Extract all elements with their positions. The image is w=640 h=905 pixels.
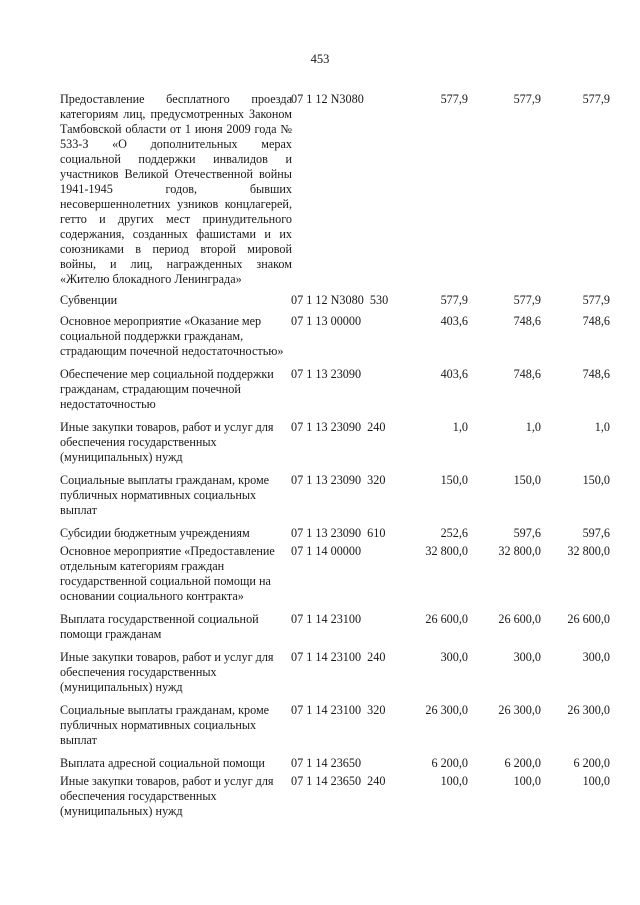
row-value-1: 252,6 xyxy=(440,526,468,540)
row-value-1: 26 600,0 xyxy=(425,612,468,626)
row-value-1: 32 800,0 xyxy=(425,544,468,558)
row-code: 07 1 14 23100 xyxy=(291,612,362,626)
row-code: 07 1 13 23090 xyxy=(291,367,362,381)
row-value-1: 100,0 xyxy=(440,774,468,788)
row-value-2: 26 300,0 xyxy=(498,703,541,717)
table-row xyxy=(60,544,620,604)
row-name: Основное мероприятие «Оказание мер социальной поддержки гражданам, страдающим почечной недостаточностью» xyxy=(60,314,284,358)
table-row xyxy=(60,314,620,359)
row-value-3: 100,0 xyxy=(582,774,610,788)
row-value-2: 300,0 xyxy=(513,650,541,664)
row-value-2: 748,6 xyxy=(513,367,541,381)
row-value-1: 300,0 xyxy=(440,650,468,664)
page-number: 453 xyxy=(310,52,330,66)
row-name: Иные закупки товаров, работ и услуг для обеспечения государственных (муниципальных) нужд xyxy=(60,650,274,694)
row-value-2: 32 800,0 xyxy=(498,544,541,558)
table-row xyxy=(60,92,620,287)
row-value-1: 577,9 xyxy=(440,293,468,307)
row-value-2: 597,6 xyxy=(513,526,541,540)
row-code: 07 1 14 00000 xyxy=(291,544,362,558)
row-value-2: 100,0 xyxy=(513,774,541,788)
row-code: 07 1 12 N3080 xyxy=(291,92,364,106)
table-row xyxy=(60,473,620,518)
table-row xyxy=(60,650,620,695)
row-value-1: 577,9 xyxy=(440,92,468,106)
row-code: 07 1 13 23090 240 xyxy=(291,420,386,434)
row-value-3: 26 600,0 xyxy=(567,612,610,626)
row-name: Основное мероприятие «Предоставление отдельным категориям граждан государственной социальной помощи на основании социального контракта» xyxy=(60,544,275,603)
table-row xyxy=(60,293,620,308)
row-value-3: 748,6 xyxy=(582,367,610,381)
row-value-3: 748,6 xyxy=(582,314,610,328)
row-value-3: 300,0 xyxy=(582,650,610,664)
row-code: 07 1 12 N3080 530 xyxy=(291,293,389,307)
row-name: Социальные выплаты гражданам, кроме публичных нормативных социальных выплат xyxy=(60,473,270,517)
row-value-3: 597,6 xyxy=(582,526,610,540)
row-value-1: 1,0 xyxy=(452,420,468,434)
row-value-1: 6 200,0 xyxy=(431,756,468,770)
row-code: 07 1 13 23090 610 xyxy=(291,526,386,540)
row-value-1: 150,0 xyxy=(440,473,468,487)
row-name: Выплата государственной социальной помощи гражданам xyxy=(60,612,259,641)
row-value-2: 1,0 xyxy=(525,420,541,434)
row-value-2: 577,9 xyxy=(513,293,541,307)
table-row xyxy=(60,526,620,541)
row-value-2: 150,0 xyxy=(513,473,541,487)
row-code: 07 1 14 23650 xyxy=(291,756,362,770)
row-value-3: 32 800,0 xyxy=(567,544,610,558)
row-value-1: 403,6 xyxy=(440,314,468,328)
row-name: Субвенции xyxy=(60,293,118,307)
row-code: 07 1 14 23100 240 xyxy=(291,650,386,664)
table-row xyxy=(60,612,620,642)
row-value-3: 577,9 xyxy=(582,92,610,106)
row-name: Выплата адресной социальной помощи xyxy=(60,756,265,770)
table-row xyxy=(60,420,620,465)
row-code: 07 1 14 23100 320 xyxy=(291,703,386,717)
row-value-3: 577,9 xyxy=(582,293,610,307)
table-row xyxy=(60,756,620,771)
budget-table xyxy=(60,92,620,819)
row-code: 07 1 14 23650 240 xyxy=(291,774,386,788)
row-value-1: 403,6 xyxy=(440,367,468,381)
row-name: Иные закупки товаров, работ и услуг для обеспечения государственных (муниципальных) нужд xyxy=(60,774,274,818)
row-value-2: 26 600,0 xyxy=(498,612,541,626)
row-value-2: 6 200,0 xyxy=(504,756,541,770)
row-name: Субсидии бюджетным учреждениям xyxy=(60,526,250,540)
row-code: 07 1 13 23090 320 xyxy=(291,473,386,487)
row-value-1: 26 300,0 xyxy=(425,703,468,717)
row-value-2: 748,6 xyxy=(513,314,541,328)
row-value-3: 6 200,0 xyxy=(573,756,610,770)
row-name: Предоставление бесплатного проезда категориям лиц, предусмотренных Законом Тамбовской области от 1 июня 2009 года № 533-З «О дополнительных мерах социальной поддержки инвалидов и участников Великой Отечественной войны 1941-1945 годов, бывших несовершеннолетних узников концлагерей, гетто и других мест принудительного содержания, созданных фашистами и их союзниками в период второй мировой войны, и лиц, награжденных знаком «Жителю блокадного Ленинграда» xyxy=(60,92,292,286)
table-row xyxy=(60,703,620,748)
row-name: Социальные выплаты гражданам, кроме публичных нормативных социальных выплат xyxy=(60,703,270,747)
row-value-2: 577,9 xyxy=(513,92,541,106)
table-row xyxy=(60,774,620,819)
row-code: 07 1 13 00000 xyxy=(291,314,362,328)
table-row xyxy=(60,367,620,412)
row-name: Иные закупки товаров, работ и услуг для обеспечения государственных (муниципальных) нужд xyxy=(60,420,274,464)
row-value-3: 26 300,0 xyxy=(567,703,610,717)
row-name: Обеспечение мер социальной поддержки гражданам, страдающим почечной недостаточностью xyxy=(60,367,274,411)
row-value-3: 150,0 xyxy=(582,473,610,487)
row-value-3: 1,0 xyxy=(594,420,610,434)
